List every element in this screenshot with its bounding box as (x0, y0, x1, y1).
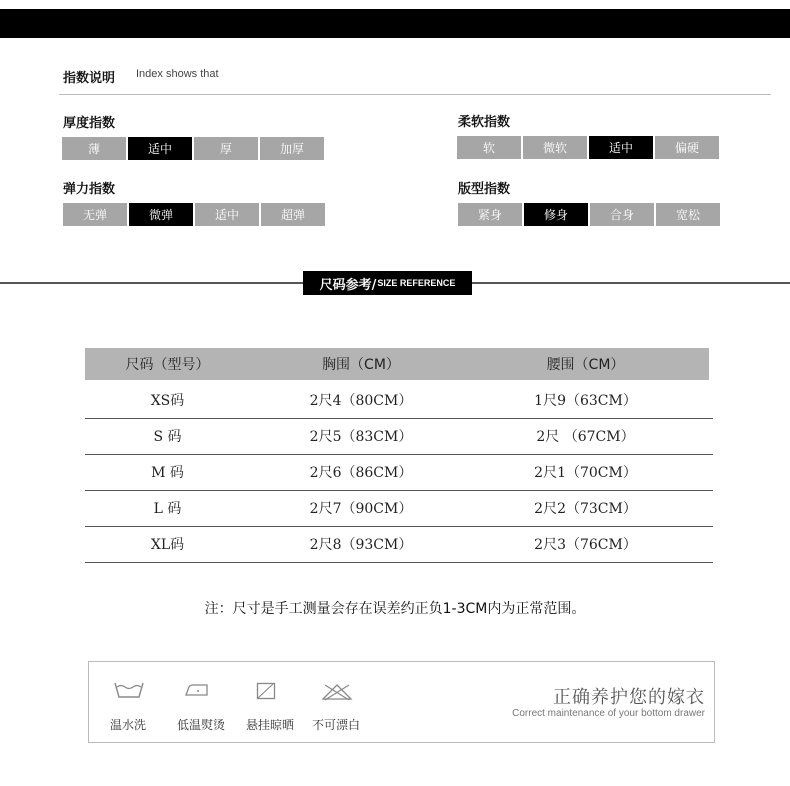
thickness-index-scale (62, 137, 324, 160)
care-label-hang-dry: 悬挂晾晒 (245, 718, 295, 732)
elasticity-option: 适中 (195, 203, 259, 226)
fit-index-title: 版型指数 (458, 182, 511, 197)
care-label-no-bleach: 不可漂白 (311, 718, 361, 732)
index-subtitle: Index shows that (136, 68, 219, 80)
size-reference-title (303, 271, 472, 295)
cell-chest: 2尺5（83CM） (309, 429, 413, 445)
elasticity-option-selected: 微弹 (129, 203, 193, 226)
size-reference-title-cn: 尺码参考/ (319, 277, 377, 293)
care-instructions-panel (88, 661, 715, 743)
fit-option: 紧身 (458, 203, 522, 226)
thickness-option: 厚 (194, 137, 258, 160)
size-table-row (85, 418, 713, 455)
care-item-no-bleach (319, 682, 355, 702)
no-bleach-icon (319, 682, 355, 702)
index-divider (59, 94, 771, 95)
care-item-wash (110, 680, 148, 700)
top-banner-bar (0, 9, 790, 38)
cell-waist: 2尺 （67CM） (536, 429, 635, 445)
care-label-iron: 低温熨烫 (176, 718, 226, 732)
fit-option: 宽松 (656, 203, 720, 226)
cell-size: S 码 (153, 429, 182, 445)
softness-option: 偏硬 (655, 136, 719, 159)
size-table-header (85, 348, 709, 380)
thickness-index-title: 厚度指数 (63, 116, 116, 131)
fit-option-selected: 修身 (524, 203, 588, 226)
cell-chest: 2尺6（86CM） (309, 465, 413, 481)
elasticity-index-scale (63, 203, 325, 226)
thickness-option: 薄 (62, 137, 126, 160)
measurement-note: 注：尺寸是手工测量会存在误差约正负1-3CM内为正常范围。 (204, 601, 586, 617)
size-table-row (85, 382, 713, 419)
cell-size: XL码 (150, 537, 185, 553)
header-size: 尺码（型号） (125, 357, 210, 373)
care-label-wash: 温水洗 (109, 718, 147, 732)
index-title: 指数说明 (63, 71, 116, 86)
elasticity-option: 无弹 (63, 203, 127, 226)
header-chest: 胸围（CM） (322, 357, 400, 373)
cell-chest: 2尺4（80CM） (309, 393, 413, 409)
elasticity-option: 超弹 (261, 203, 325, 226)
size-table-row (85, 490, 713, 527)
cell-size: XS码 (150, 393, 185, 409)
thickness-option: 加厚 (260, 137, 324, 160)
cell-waist: 2尺2（73CM） (534, 501, 637, 517)
cell-chest: 2尺8（93CM） (309, 537, 413, 553)
hang-dry-icon (256, 682, 276, 700)
cell-waist: 2尺3（76CM） (534, 537, 637, 553)
cell-size: L 码 (153, 501, 182, 517)
size-table-row (85, 526, 713, 563)
softness-option: 微软 (523, 136, 587, 159)
thickness-option-selected: 适中 (128, 137, 192, 160)
cell-chest: 2尺7（90CM） (309, 501, 413, 517)
softness-index-title: 柔软指数 (458, 115, 511, 130)
care-item-iron (184, 682, 210, 698)
care-title-en: Correct maintenance of your bottom drawer (512, 708, 705, 719)
cell-size: M 码 (151, 465, 184, 481)
care-item-hang-dry (255, 682, 277, 700)
elasticity-index-title: 弹力指数 (63, 182, 116, 197)
care-title-cn: 正确养护您的嫁衣 (553, 687, 705, 708)
softness-index-scale (457, 136, 719, 159)
wash-icon (113, 680, 145, 700)
size-reference-title-en: SIZE REFERENCE (377, 278, 456, 288)
softness-option: 软 (457, 136, 521, 159)
header-waist: 腰围（CM） (546, 357, 625, 373)
softness-option-selected: 适中 (589, 136, 653, 159)
size-table-row (85, 454, 713, 491)
cell-waist: 1尺9（63CM） (534, 393, 637, 409)
cell-waist: 2尺1（70CM） (534, 465, 637, 481)
fit-option: 合身 (590, 203, 654, 226)
fit-index-scale (458, 203, 720, 226)
iron-icon (184, 682, 210, 698)
